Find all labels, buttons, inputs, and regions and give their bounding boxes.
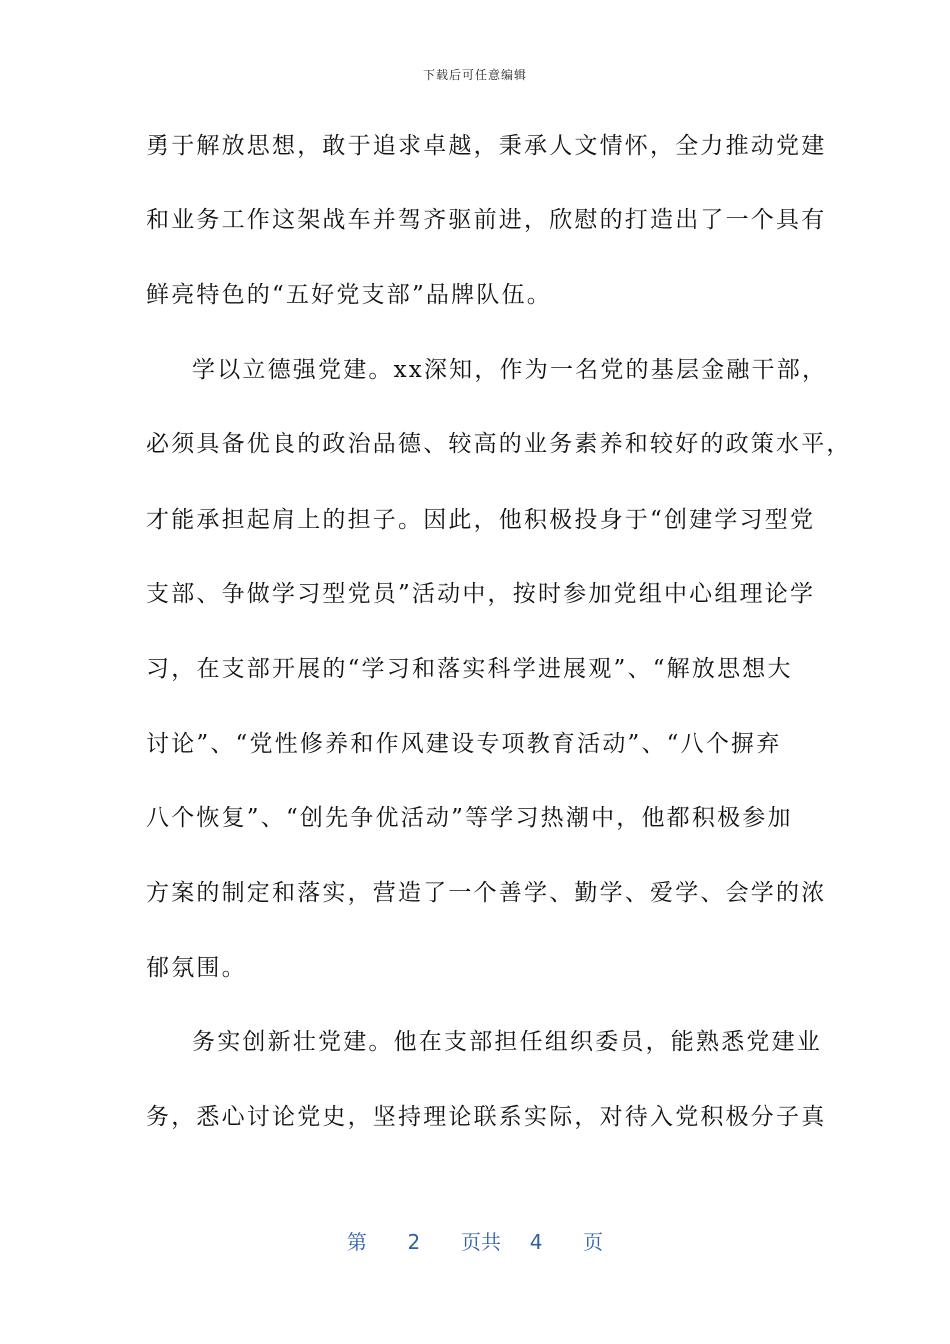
body-line: 习，在支部开展的“学习和落实科学进展观”、“解放思想大 <box>146 656 793 682</box>
paragraph-start-line: 学以立德强党建。xx深知，作为一名党的基层金融干部， <box>192 357 828 383</box>
body-line: 鲜亮特色的“五好党支部”品牌队伍。 <box>146 282 552 308</box>
current-page-number: 2 <box>407 1230 421 1254</box>
page-header: 下载后可任意编辑 <box>422 68 527 82</box>
body-line: 务，悉心讨论党史，坚持理论联系实际，对待入党积极分子真 <box>146 1104 827 1130</box>
body-line: 才能承担起肩上的担子。因此，他积极投身于“创建学习型党 <box>146 507 816 533</box>
paragraph-start-line: 务实创新壮党建。他在支部担任组织委员，能熟悉党建业 <box>192 1029 822 1055</box>
page-label-middle: 页共 <box>461 1230 501 1254</box>
page-label-suffix: 页 <box>583 1230 604 1254</box>
body-line: 勇于解放思想，敢于追求卓越，秉承人文情怀，全力推动党建 <box>146 133 827 159</box>
body-line: 支部、争做学习型党员”活动中，按时参加党组中心组理论学 <box>146 581 816 607</box>
total-page-number: 4 <box>529 1230 543 1254</box>
body-line: 讨论”、“党性修养和作风建设专项教育活动”、“八个摒弃 <box>146 731 782 757</box>
body-line: 和业务工作这架战车并驾齐驱前进，欣慰的打造出了一个具有 <box>146 207 827 233</box>
body-line: 八个恢复”、“创先争优活动”等学习热潮中，他都积极参加 <box>146 805 793 831</box>
page-footer <box>0 1226 950 1255</box>
body-line: 方案的制定和落实，营造了一个善学、勤学、爱学、会学的浓 <box>146 880 827 906</box>
body-line: 郁氛围。 <box>146 955 247 981</box>
page-label-prefix: 第 <box>346 1230 367 1254</box>
body-line: 必须具备优良的政治品德、较高的业务素养和较好的政策水平， <box>146 431 852 457</box>
